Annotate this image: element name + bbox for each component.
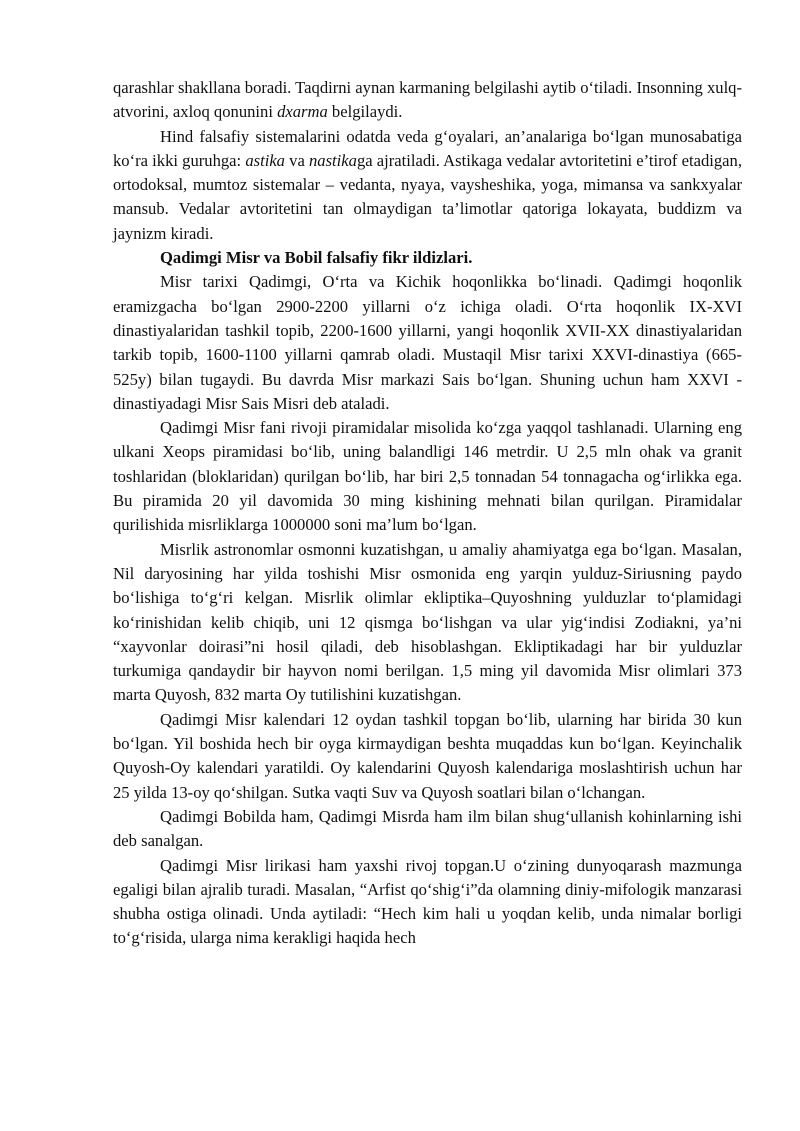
heading-text: Qadimgi Misr va Bobil falsafiy fikr ildizlari. [160,248,473,268]
paragraph-4 [113,416,742,537]
text-run: Qadimgi Misr lirikasi ham yaxshi rivoj topgan.U o‘zining dunyoqarash mazmunga egaligi bilan ajralib turadi. Masalan, “Arfist qo‘shig‘i”da olamning diniy-mifologik manzarasi shubha ostiga olinadi. Unda aytiladi: “Hech kim hali u yoqdan kelib, unda nimalar borligi to‘g‘risida, ularga nima kerakligi haqida hech [113,855,742,948]
paragraph-5 [113,538,742,708]
text-run: Qadimgi Misr kalendari 12 oydan tashkil topgan bo‘lib, ularning har birida 30 kun bo‘lgan. Yil boshida hech bir oyga kirmaydigan beshta muqaddas kun bo‘lgan. Keyinchalik Quyosh-Oy kalendari yaratildi. Oy kalendarini Quyosh kalendariga moslashtirish uchun har 25 yilda 13-oy qo‘shilgan. Sutka vaqti Suv va Quyosh soatlari bilan o‘lchangan. [113,709,742,802]
text-run: Misr tarixi Qadimgi, O‘rta va Kichik hoqonlikka bo‘linadi. Qadimgi hoqonlik eramizgacha bo‘lgan 2900-2200 yillarni o‘z ichiga oladi. O‘rta hoqonlik IX-XVI dinastiyalaridan tashkil topib, 2200-1600 yillarni, yangi hoqonlik XVII-XX dinastiyalaridan tarkib topib, 1600-1100 yillarni qamrab oladi. Mustaqil Misr tarixi XXVI-dinastiya (665-525y) bilan tugaydi. Bu davrda Misr markazi Sais bo‘lgan. Shuning uchun ham XXVI - dinastiyadagi Misr Sais Misri deb ataladi. [113,272,742,413]
text-run: Hind falsafiy sistemalarini odatda veda g‘oyalari, an’analariga bo‘lgan munosabatiga ko‘ra ikki guruhga: [113,126,742,170]
term-nastika: nastika [309,150,357,170]
text-run: Qadimgi Bobilda ham, Qadimgi Misrda ham ilm bilan shug‘ullanish kohinlarning ishi deb sanalgan. [113,806,742,851]
term-dxarma: dxarma [277,102,328,122]
term-astika: astika [245,150,285,170]
text-run: belgilaydi. [327,102,403,122]
paragraph-3 [113,270,742,416]
text-run: va [284,150,309,170]
text-run: Qadimgi Misr fani rivoji piramidalar misolida ko‘zga yaqqol tashlanadi. Ularning eng ulkani Xeops piramidasi bo‘lib, uning balandligi 146 metrdir. U 2,5 mln ohak va granit toshlaridan (bloklaridan) qurilgan bo‘lib, har biri 2,5 tonnadan 54 tonnagacha og‘irlikka ega. Bu piramida 20 yil davomida 30 ming kishining mehnati bilan qurilgan. Piramidalar qurilishida misrliklarga 1000000 soni ma’lum bo‘lgan. [113,418,742,535]
text-run: ga ajratiladi. Astikaga vedalar avtoritetini e’tirof etadigan, ortodoksal, mumtoz sistemalar – vedanta, nyaya, vaysheshika, yoga, mimansa va sankxyalar mansub. Vedalar avtoritetini tan olmaydigan ta’limotlar qatoriga lokayata, buddizm va jaynizm kiradi. [113,150,742,243]
paragraph-7 [113,805,742,854]
paragraph-6 [113,708,742,805]
text-run: Misrlik astronomlar osmonni kuzatishgan, u amaliy ahamiyatga ega bo‘lgan. Masalan, Nil daryosining har yilda toshishi Misr osmonida eng yarqin yulduz-Siriusning paydo bo‘lishiga to‘g‘ri kelgan. Misrlik olimlar ekliptika–Quyoshning yulduzlar to‘plamidagi ko‘rinishidan kelib chiqib, uni 12 qismga bo‘lishgan va ular yig‘indisi Zodiakni, ya’ni “xayvonlar doirasi”ni hosil qiladi, deb hisoblashgan. Ekliptikadagi har bir yulduzlar turkumiga qandaydir bir hayvon nomi berilgan. 1,5 ming yil davomida Misr olimlari 373 marta Quyosh, 832 marta Oy tutilishini kuzatishgan. [113,539,742,705]
paragraph-8 [113,854,742,951]
paragraph-0 [113,76,742,125]
paragraph-1 [113,125,742,246]
section-heading [113,246,742,270]
text-run: qarashlar shakllana boradi. Taqdirni aynan karmaning belgilashi aytib o‘tiladi. Insonning xulq-atvorini, axloq qonunini [113,78,742,122]
document-page [113,76,742,951]
